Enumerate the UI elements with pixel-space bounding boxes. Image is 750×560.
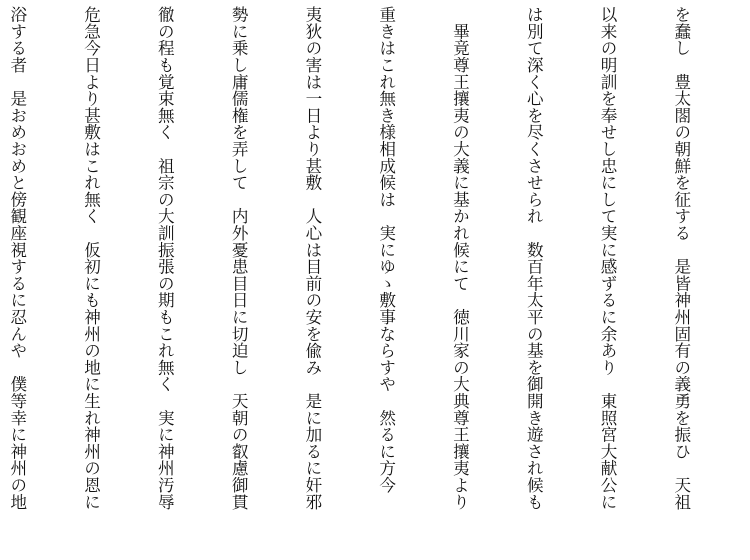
text-column: 勢に乗し庸儒権を弄して 内外憂患目日に切迫し 天朝の叡慮御貫 — [229, 6, 249, 510]
text-column: 畢竟尊王攘夷の大義に基かれ候にて 徳川家の大典尊王攘夷より — [450, 6, 470, 510]
text-column: を蠢し 豊太閤の朝鮮を征する 是皆神州固有の義勇を振ひ 天祖 — [671, 6, 691, 510]
vertical-text-body — [0, 6, 742, 558]
text-column: 重きはこれ無き様相成候は 実にゆゝ敷事ならすや 然るに方今 — [376, 6, 396, 494]
text-column: 徹の程も覚束無く 祖宗の大訓振張の期もこれ無く 実に神州汚辱 — [155, 6, 175, 510]
text-column: 夷狄の害は一日より甚敷 人心は目前の安を偸み 是に加るに奸邪 — [302, 6, 322, 510]
text-column: 浴する者 是おめおめと傍観座視するに忍んや 僕等幸に神州の地 — [7, 6, 27, 510]
text-column: 以来の明訓を奉せし忠にして実に感ずるに余あり 東照宮大献公に — [598, 6, 618, 510]
text-column: は別て深く心を尽くさせられ 数百年太平の基を御開き遊され候も — [524, 6, 544, 510]
text-column: 危急今日より甚敷はこれ無く 仮初にも神州の地に生れ神州の恩に — [81, 6, 101, 510]
